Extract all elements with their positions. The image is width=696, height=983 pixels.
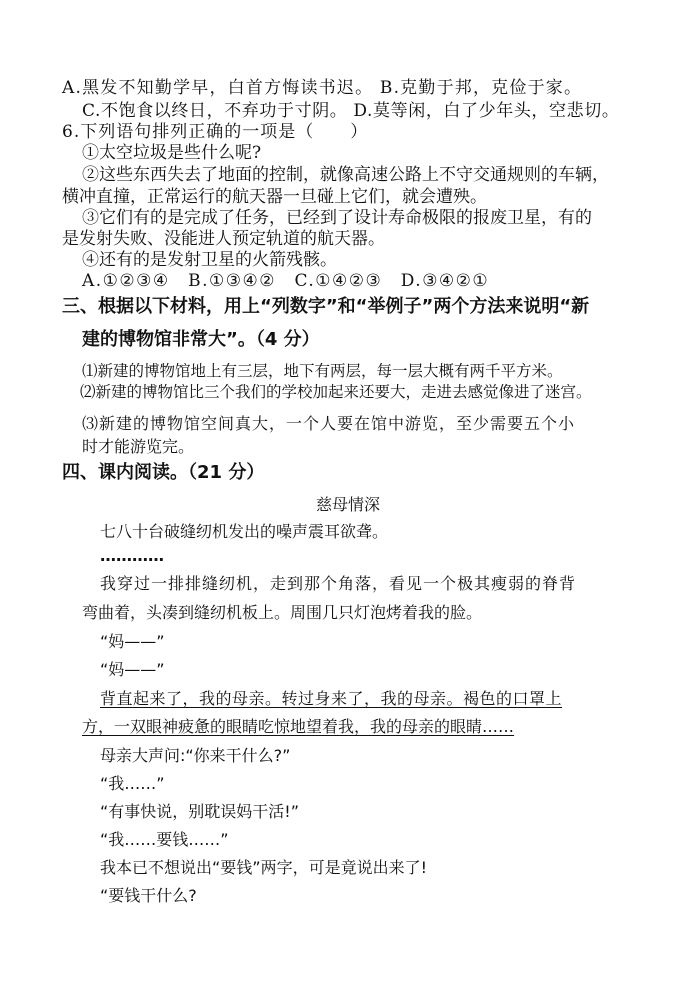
underlined-passage-b: 方，一双眼神疲惫的眼睛吃惊地望着我，我的母亲的眼睛…… xyxy=(82,717,515,736)
passage-dialog-4: “我……要钱……” xyxy=(100,830,229,849)
sentence-1: ①太空垃圾是些什么呢? xyxy=(82,143,262,163)
sentence-2b: 横冲直撞，正常运行的航天器一旦碰上它们，就会遭殃。 xyxy=(62,187,487,207)
passage-narration: 我本已不想说出“要钱”两字，可是竟说出来了! xyxy=(100,858,427,877)
underlined-passage-a: 背直起来了，我的母亲。转过身来了，我的母亲。褐色的口罩上 xyxy=(100,689,563,708)
passage-dialog-2: “我……” xyxy=(100,774,165,793)
passage-para-1: 七八十台破缝纫机发出的噪声震耳欲聋。 xyxy=(100,522,389,541)
material-2: ⑵新建的博物馆比三个我们的学校加起来还要大，走进去感觉像进了迷宫。 xyxy=(80,383,592,401)
passage-title: 慈母情深 xyxy=(315,495,380,514)
passage-ellipsis: ………… xyxy=(100,546,164,565)
material-3: ⑶新建的博物馆空间真大，一个人要在馆中游览，至少需要五个小 xyxy=(82,414,576,433)
passage-para-2a: 我穿过一排排缝纫机，走到那个角落，看见一个极其瘦弱的脊背 xyxy=(100,574,577,593)
passage-dialog-3: “有事快说，别耽误妈干活!” xyxy=(100,802,299,821)
sentence-4: ④还有的是发射卫星的火箭残骸。 xyxy=(82,250,337,270)
option-row-cd: C.不饱食以终日，不弃功于寸阴。 D.莫等闲，白了少年头，空悲切。 xyxy=(82,101,620,121)
option-row-ab: A.黑发不知勤学早，白首方悔读书迟。 B.克勤于邦，克俭于家。 xyxy=(62,78,583,98)
sentence-3b: 是发射失败、没能进人预定轨道的航天器。 xyxy=(62,229,385,249)
passage-call-1: “妈——” xyxy=(100,632,165,651)
sentence-3a: ③它们有的是完成了任务，已经到了设计寿命极限的报废卫星，有的 xyxy=(82,208,592,228)
passage-call-2: “妈——” xyxy=(100,660,165,679)
sentence-2a: ②这些东西失去了地面的控制，就像高速公路上不守交通规则的车辆， xyxy=(82,165,609,185)
passage-para-2b: 弯曲着，头凑到缝纫机板上。周围几只灯泡烤着我的脸。 xyxy=(82,603,483,622)
passage-dialog-5: “要钱干什么? xyxy=(100,886,197,905)
section-4-heading: 四、课内阅读。（21 分） xyxy=(62,462,265,483)
material-3-cont: 时才能游览完。 xyxy=(82,437,195,456)
question-6: 6.下列语句排列正确的一项是（ ） xyxy=(62,122,369,142)
section-3-heading-cont: 建的博物馆非常大”。（4 分） xyxy=(82,329,320,350)
section-3-heading: 三、根据以下材料，用上“列数字”和“举例子”两个方法来说明“新 xyxy=(62,296,590,317)
q6-options: A.①②③④ B.①③④② C.①④②③ D.③④②① xyxy=(82,271,490,291)
material-1: ⑴新建的博物馆地上有三层，地下有两层，每一层大概有两千平方米。 xyxy=(82,362,563,380)
passage-dialog-1: 母亲大声问:“你来干什么?” xyxy=(100,746,291,765)
